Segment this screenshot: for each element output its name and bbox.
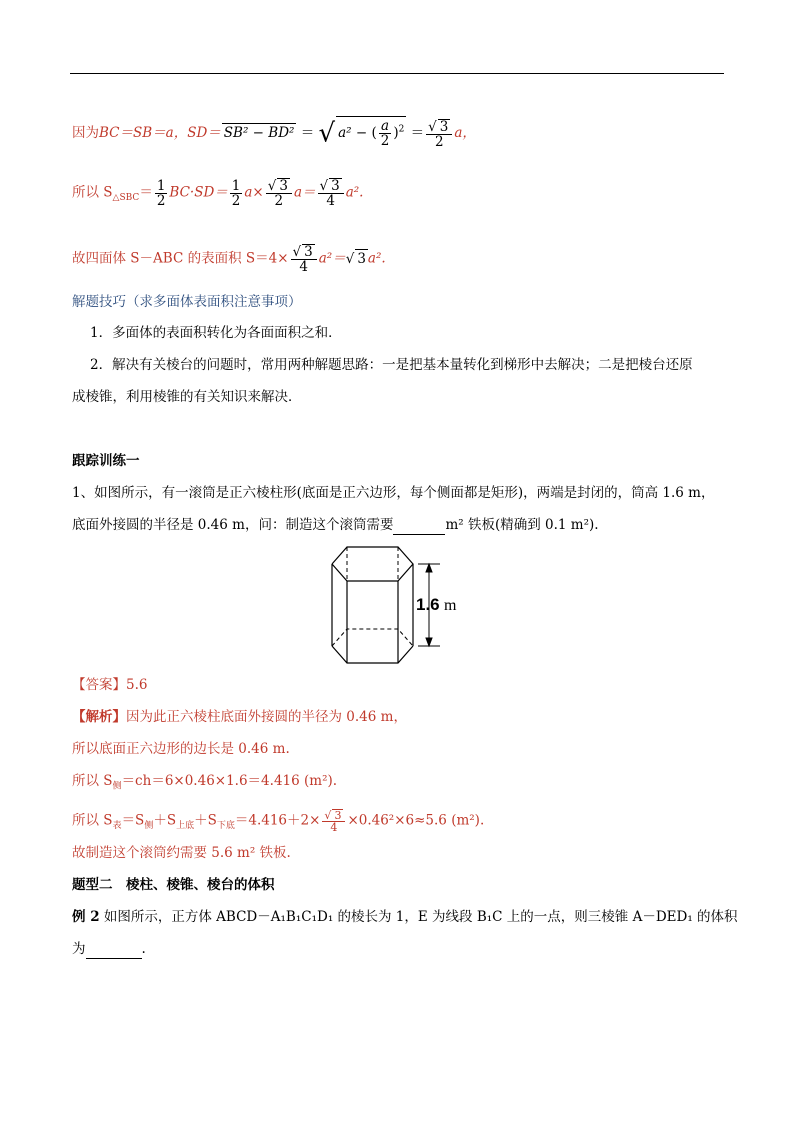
fraction (379, 119, 392, 148)
denominator: 2 (434, 133, 444, 150)
tip-2-line-2: 成棱锥，利用棱锥的有关知识来解决． (72, 389, 302, 405)
example-2-line-1 (72, 908, 738, 926)
analysis-line-1 (72, 708, 407, 726)
hexagonal-prism-figure (328, 543, 468, 669)
fraction (426, 119, 452, 149)
text: 如图所示，正方体 ABCD－A₁B₁C₁D₁ 的棱长为 1，E 为线段 B₁C 上的一点，则三棱锥 A－DED₁ 的体积 (103, 909, 738, 925)
text: a² − (338, 125, 368, 141)
fraction (155, 179, 168, 208)
exponent: 2 (398, 124, 405, 135)
tip-2-line-1: 2．解决有关棱台的问题时，常用两种解题思路：一是把基本量转化到梯形中去解决；二是把棱台还原 (90, 357, 693, 373)
analysis-line-3 (72, 772, 337, 796)
sqrt-expression (346, 251, 368, 267)
question-1-line-1: 1、如图所示，有一滚筒是正六棱柱形(底面是正六边形，每个侧面都是矩形)，两端是封闭的，筒高 1.6 m， (72, 485, 715, 501)
solution-line-2 (72, 178, 363, 208)
tip-1: 1．多面体的表面积转化为各面面积之和． (90, 325, 342, 341)
text: a²＝ (318, 250, 346, 267)
subscript: △SBC (112, 193, 140, 204)
numerator: a (379, 119, 392, 134)
denominator: 2 (156, 192, 166, 209)
sqrt-expression: a² − ( $\frac{a}{2}$ )$^2$ (338, 118, 405, 149)
text: 所以 S (72, 184, 113, 201)
text: ＝S (121, 812, 145, 829)
height-unit: m (444, 597, 457, 614)
text: 因为此正六棱柱底面外接圆的半径为 0.46 m， (126, 709, 407, 725)
text: ＝ (410, 125, 425, 141)
text: a＝ (293, 184, 316, 201)
text: a². (367, 250, 386, 267)
header-rule (70, 73, 724, 74)
text: ＋S (194, 812, 217, 829)
text: BC·SD＝ (169, 184, 228, 201)
text: ＝ (139, 184, 153, 201)
denominator: 4 (299, 259, 308, 275)
text: 所以 S (72, 812, 113, 829)
text: 底面外接圆的半径是 0.46 m，问：制造这个滚筒需要 (72, 517, 394, 533)
subscript: 表 (112, 821, 122, 832)
answer-blank (86, 940, 142, 959)
text: ＋S (153, 812, 177, 829)
analysis-line-2: 所以底面正六边形的边长是 0.46 m. (72, 741, 290, 757)
practice-title: 跟踪训练一 (72, 453, 140, 469)
height-label: 1.6 (416, 595, 440, 614)
example-tag: 例 2 (72, 909, 100, 925)
subscript: 侧 (112, 781, 122, 792)
denominator: 2 (380, 133, 390, 149)
text: SB² − BD² (223, 125, 295, 141)
radicand: 3 (334, 809, 342, 822)
text: ＝4.416＋2× (234, 812, 321, 829)
numerator: 1 (156, 177, 166, 194)
radicand: 3 (304, 244, 313, 260)
subscript: 下底 (216, 821, 235, 832)
sqrt-expression (222, 123, 297, 142)
radicand: 3 (439, 118, 449, 135)
text: a× (244, 184, 264, 201)
text: ＝ch＝6×0.46×1.6＝4.416 (m²). (121, 773, 338, 789)
text: ＝ (300, 125, 315, 141)
fraction (291, 244, 317, 274)
section-2-title: 题型二 棱柱、棱锥、棱台的体积 (72, 877, 275, 893)
answer-blank (393, 516, 445, 535)
question-1-line-2 (72, 516, 599, 535)
solution-line-3 (72, 244, 386, 274)
text: 故四面体 S－ABC 的表面积 S＝4× (72, 250, 289, 267)
denominator: 4 (326, 193, 335, 209)
tips-title: 解题技巧（求多面体表面积注意事项） (72, 294, 302, 310)
answer: 【答案】5.6 (72, 677, 148, 693)
radicand: 3 (357, 250, 366, 267)
text: m² 铁板(精确到 0.1 m²). (445, 517, 599, 533)
analysis-tag: 【解析】 (72, 709, 126, 725)
subscript: 侧 (144, 821, 154, 832)
fraction (322, 809, 345, 833)
text: . (141, 941, 146, 957)
text: ×0.46²×6≈5.6 (m²). (347, 812, 485, 829)
analysis-line-5: 故制造这个滚筒约需要 5.6 m² 铁板. (72, 845, 291, 861)
radicand: 3 (331, 178, 340, 194)
example-2-line-2 (72, 940, 146, 959)
radicand: 3 (279, 178, 288, 194)
text: a². (345, 184, 364, 201)
text: 所以 S (72, 773, 113, 789)
text: BC＝SB＝a，SD＝ (99, 125, 221, 141)
numerator: 1 (231, 177, 241, 194)
denominator: 4 (330, 821, 338, 834)
denominator: 2 (274, 193, 284, 209)
text: 为 (72, 941, 86, 957)
fraction (266, 178, 292, 208)
text: a， (454, 125, 476, 141)
subscript: 上底 (176, 821, 195, 832)
fraction (230, 179, 243, 208)
fraction (318, 178, 344, 208)
text: 因为 (72, 125, 99, 141)
denominator: 2 (231, 192, 241, 209)
radical-sign: √ (318, 118, 336, 149)
analysis-line-4 (72, 809, 484, 835)
solution-line-1 (72, 116, 476, 149)
